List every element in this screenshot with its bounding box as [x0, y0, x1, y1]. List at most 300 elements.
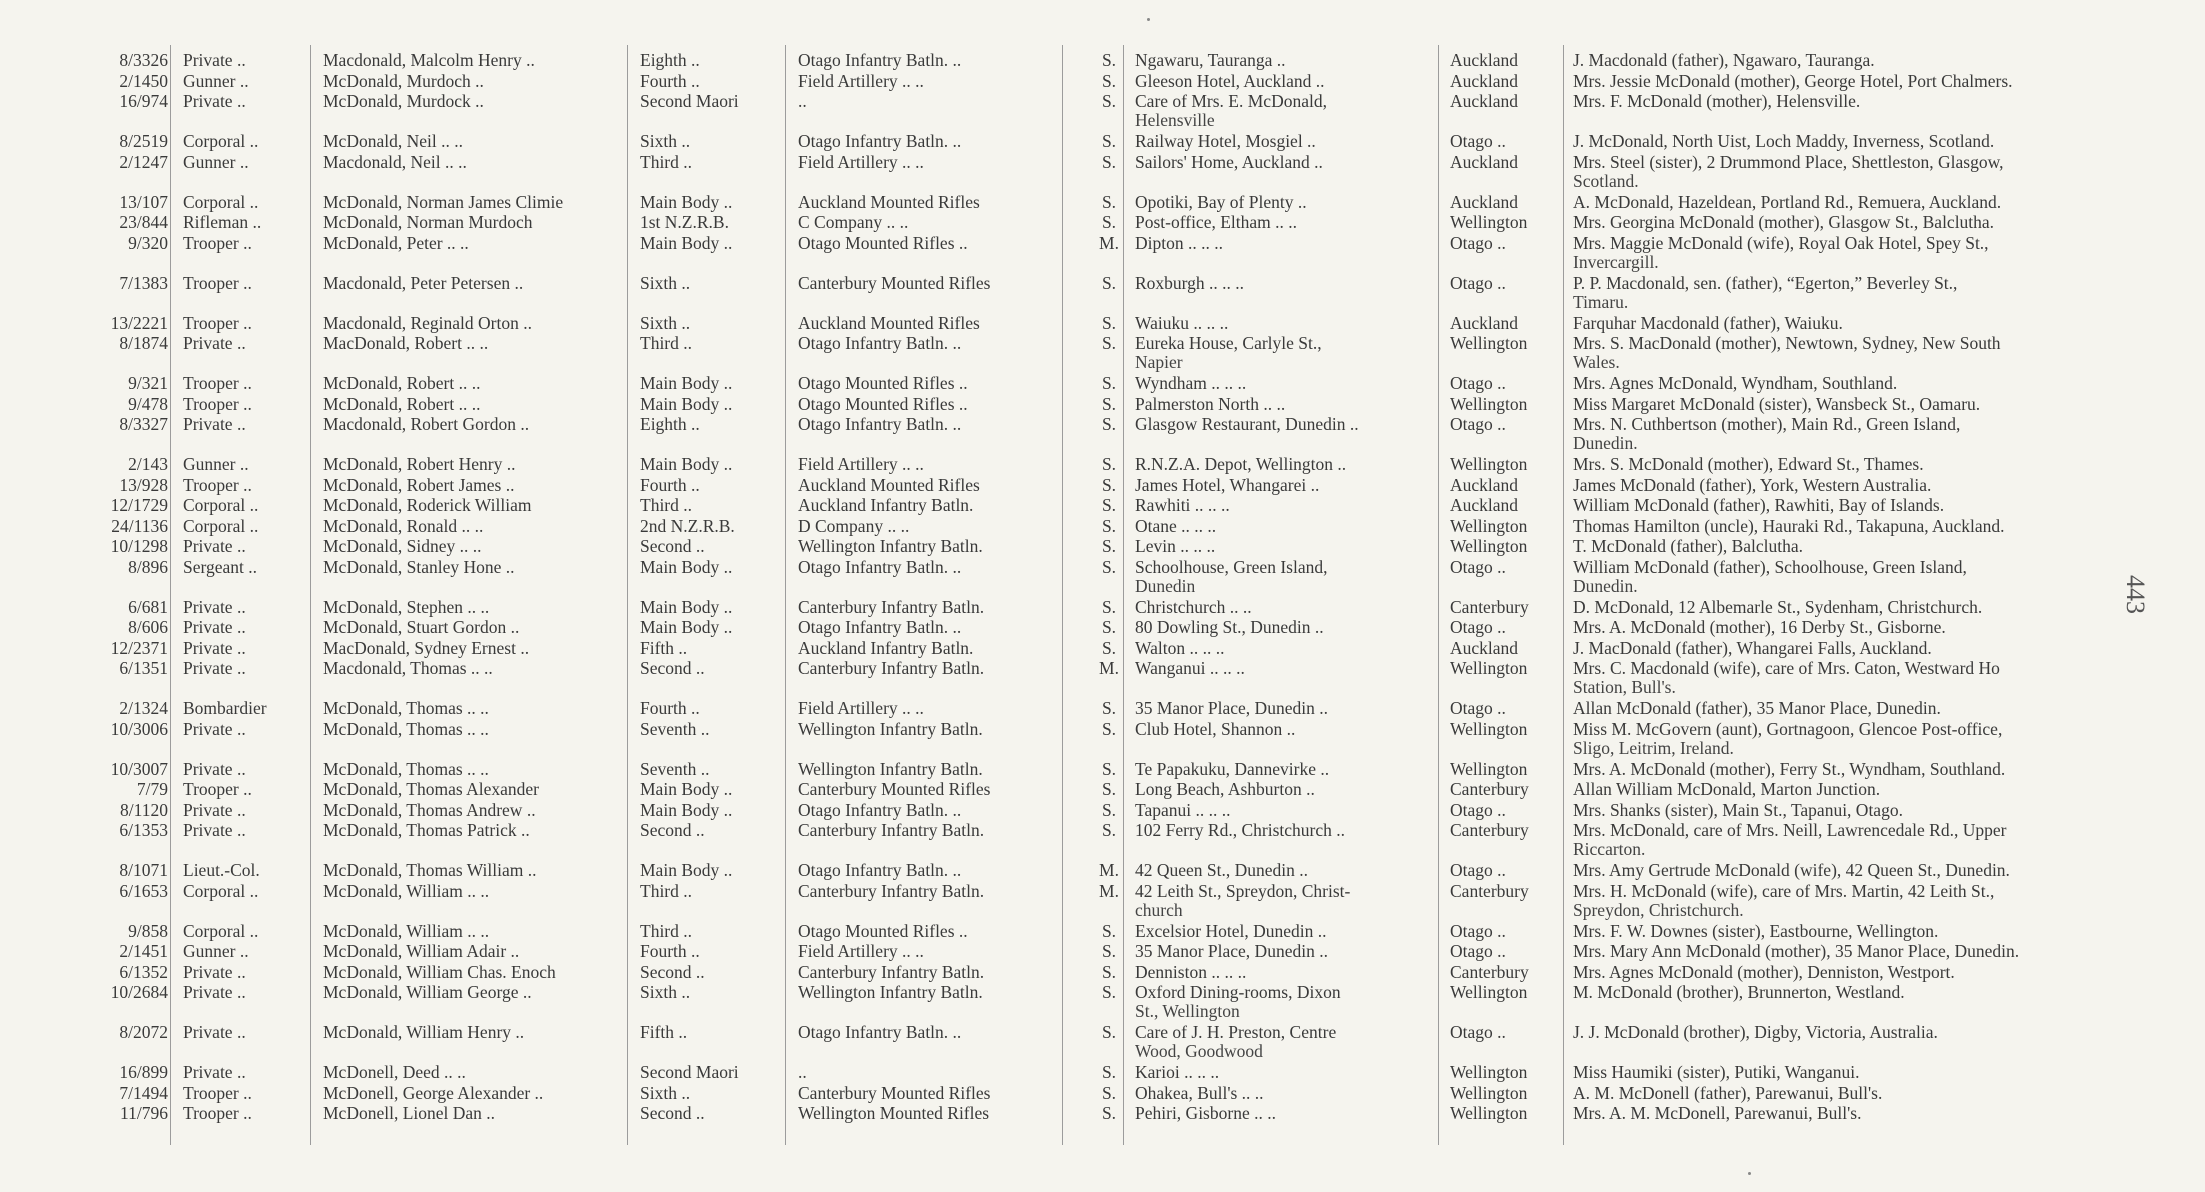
- cell-kin: Allan William McDonald, Marton Junction.: [1573, 779, 1881, 799]
- cell-kin: Timaru.: [1573, 291, 1629, 312]
- table-row: [40, 1022, 2150, 1042]
- cell-unit: Wellington Mounted Rifles: [798, 1103, 990, 1123]
- cell-kin: Mrs. S. McDonald (mother), Edward St., Thames.: [1573, 454, 1924, 474]
- cell-dist: Auckland: [1450, 495, 1519, 515]
- cell-rank: Sergeant ..: [183, 556, 258, 577]
- cell-addr: Dipton .. .. ..: [1135, 232, 1223, 253]
- cell-num: 16/974: [119, 91, 168, 111]
- cell-draft: Second ..: [640, 961, 705, 982]
- cell-name: McDonald, Stephen .. ..: [323, 596, 490, 617]
- cell-num: 9/320: [128, 232, 168, 253]
- cell-addr: Wyndham .. .. ..: [1135, 373, 1247, 393]
- cell-dist: Wellington: [1450, 515, 1528, 536]
- cell-rank: Private ..: [183, 799, 246, 820]
- cell-num: 6/1351: [119, 658, 168, 678]
- cell-rank: Trooper ..: [183, 474, 252, 495]
- cell-num: 10/2684: [110, 982, 168, 1002]
- cell-name: McDonald, William Chas. Enoch: [323, 961, 556, 982]
- cell-dist: Otago ..: [1450, 232, 1506, 253]
- cell-ms: S.: [1101, 596, 1117, 617]
- cell-num: 12/1729: [110, 495, 168, 515]
- cell-addr: 102 Ferry Rd., Christchurch ..: [1135, 820, 1345, 840]
- cell-rank: Trooper ..: [183, 312, 252, 333]
- cell-num: 12/2371: [110, 637, 168, 658]
- cell-addr: Ngawaru, Tauranga ..: [1135, 50, 1286, 70]
- cell-num: 13/107: [119, 191, 168, 212]
- cell-num: 8/896: [128, 556, 168, 577]
- cell-name: McDonald, Norman Murdoch: [323, 212, 533, 232]
- cell-num: 6/681: [128, 596, 168, 617]
- table-row: [40, 516, 2150, 536]
- cell-draft: Eighth ..: [640, 50, 700, 70]
- cell-draft: Third ..: [640, 151, 693, 172]
- cell-addr: 42 Leith St., Spreydon, Christ-: [1135, 880, 1351, 901]
- cell-ms: S.: [1101, 312, 1117, 333]
- cell-addr: Levin .. .. ..: [1135, 536, 1216, 556]
- cell-addr: Care of J. H. Preston, Centre: [1135, 1022, 1337, 1042]
- cell-draft: Eighth ..: [640, 414, 700, 434]
- entry-continuation-line: [40, 110, 2150, 130]
- cell-addr: Pehiri, Gisborne .. ..: [1135, 1103, 1276, 1123]
- table-row: [40, 273, 2150, 293]
- cell-rank: Private ..: [183, 596, 246, 617]
- cell-rank: Trooper ..: [183, 779, 252, 799]
- cell-ms: S.: [1101, 91, 1117, 111]
- cell-kin: Mrs. S. MacDonald (mother), Newtown, Sydney, New South: [1573, 333, 2001, 353]
- cell-rank: Rifleman ..: [183, 212, 262, 232]
- cell-draft: Second ..: [640, 820, 705, 840]
- cell-name: McDonald, William .. ..: [323, 880, 490, 901]
- cell-ms: S.: [1101, 373, 1117, 393]
- cell-name: McDonald, William Adair ..: [323, 941, 520, 961]
- cell-name: McDonald, Neil .. ..: [323, 131, 463, 151]
- cell-dist: Otago ..: [1450, 617, 1506, 637]
- cell-num: 8/1874: [119, 333, 168, 353]
- table-row: [40, 881, 2150, 901]
- cell-draft: Second Maori: [640, 91, 739, 111]
- cell-rank: Private ..: [183, 414, 246, 434]
- cell-addr: Palmerston North .. ..: [1135, 393, 1286, 414]
- cell-kin: J. J. McDonald (brother), Digby, Victoria, Australia.: [1573, 1022, 1938, 1042]
- cell-dist: Wellington: [1450, 718, 1528, 739]
- cell-draft: Fourth ..: [640, 941, 700, 961]
- cell-rank: Corporal ..: [183, 880, 259, 901]
- cell-ms: S.: [1101, 1022, 1117, 1042]
- cell-addr: Railway Hotel, Mosgiel ..: [1135, 131, 1316, 151]
- cell-draft: 2nd N.Z.R.B.: [640, 515, 735, 536]
- table-row: [40, 536, 2150, 556]
- cell-num: 8/2519: [119, 131, 168, 151]
- cell-unit: Wellington Infantry Batln.: [798, 718, 983, 739]
- cell-addr: Eureka House, Carlyle St.,: [1135, 333, 1322, 353]
- cell-dist: Wellington: [1450, 333, 1528, 353]
- cell-addr: Post-office, Eltham .. ..: [1135, 212, 1298, 232]
- cell-draft: Main Body ..: [640, 393, 733, 414]
- cell-dist: Canterbury: [1450, 779, 1529, 799]
- cell-rank: Trooper ..: [183, 232, 252, 253]
- cell-unit: Otago Infantry Batln. ..: [798, 617, 962, 637]
- cell-dist: Otago ..: [1450, 373, 1506, 393]
- cell-name: McDonell, George Alexander ..: [323, 1082, 544, 1103]
- cell-dist: Wellington: [1450, 1082, 1528, 1103]
- cell-kin: J. McDonald, North Uist, Loch Maddy, Inverness, Scotland.: [1573, 131, 1995, 151]
- cell-kin: Mrs. McDonald, care of Mrs. Neill, Lawrencedale Rd., Upper: [1573, 820, 2007, 840]
- table-row: [40, 658, 2150, 678]
- cell-rank: Private ..: [183, 91, 246, 111]
- cell-name: McDonald, Thomas .. ..: [323, 718, 489, 739]
- cell-addr: James Hotel, Whangarei ..: [1135, 474, 1320, 495]
- cell-kin: Mrs. Agnes McDonald, Wyndham, Southland.: [1573, 373, 1898, 393]
- cell-num: 6/1653: [119, 880, 168, 901]
- cell-unit: Otago Infantry Batln. ..: [798, 333, 962, 353]
- cell-name: McDonald, Thomas .. ..: [323, 698, 489, 718]
- cell-num: 8/2072: [119, 1022, 168, 1042]
- cell-name: McDonald, William Henry ..: [323, 1022, 525, 1042]
- cell-kin: Farquhar Macdonald (father), Waiuku.: [1573, 312, 1843, 333]
- cell-ms: S.: [1101, 718, 1117, 739]
- cell-unit: Auckland Mounted Rifles: [798, 474, 980, 495]
- cell-kin: Mrs. F. W. Downes (sister), Eastbourne, Wellington.: [1573, 920, 1939, 941]
- cell-num: 23/844: [119, 212, 168, 232]
- cell-ms: M.: [1099, 860, 1119, 880]
- entry-continuation-line: [40, 1001, 2150, 1021]
- cell-dist: Wellington: [1450, 454, 1528, 474]
- cell-unit: Field Artillery .. ..: [798, 151, 924, 172]
- cell-draft: Main Body ..: [640, 556, 733, 577]
- print-speck: [1748, 1172, 1751, 1175]
- cell-addr: Dunedin: [1135, 575, 1196, 596]
- table-row: [40, 71, 2150, 91]
- cell-draft: Seventh ..: [640, 758, 710, 779]
- cell-ms: S.: [1101, 982, 1117, 1002]
- cell-addr: Opotiki, Bay of Plenty ..: [1135, 191, 1307, 212]
- cell-kin: Mrs. Shanks (sister), Main St., Tapanui, Otago.: [1573, 799, 1903, 820]
- cell-name: McDonald, Murdock ..: [323, 91, 484, 111]
- cell-kin: Miss Margaret McDonald (sister), Wansbeck St., Oamaru.: [1573, 393, 1981, 414]
- cell-rank: Private ..: [183, 820, 246, 840]
- cell-draft: Third ..: [640, 920, 693, 941]
- cell-dist: Otago ..: [1450, 799, 1506, 820]
- cell-addr: Denniston .. .. ..: [1135, 961, 1247, 982]
- cell-rank: Private ..: [183, 961, 246, 982]
- table-row: [40, 860, 2150, 880]
- cell-kin: Miss M. McGovern (aunt), Gortnagoon, Glencoe Post-office,: [1573, 718, 2003, 739]
- cell-addr: Excelsior Hotel, Dunedin ..: [1135, 920, 1327, 941]
- cell-name: McDonald, Robert .. ..: [323, 373, 481, 393]
- table-row: [40, 800, 2150, 820]
- cell-rank: Gunner ..: [183, 941, 249, 961]
- cell-unit: Field Artillery .. ..: [798, 941, 924, 961]
- cell-draft: Second Maori: [640, 1062, 739, 1082]
- cell-kin: Mrs. Maggie McDonald (wife), Royal Oak Hotel, Spey St.,: [1573, 232, 1989, 253]
- entry-continuation-line: [40, 839, 2150, 859]
- cell-kin: Mrs. Jessie McDonald (mother), George Hotel, Port Chalmers.: [1573, 70, 2013, 91]
- cell-dist: Auckland: [1450, 191, 1519, 212]
- entry-continuation-line: [40, 433, 2150, 453]
- cell-rank: Corporal ..: [183, 131, 259, 151]
- cell-name: McDonald, Robert James ..: [323, 474, 515, 495]
- entry-continuation-line: [40, 677, 2150, 697]
- table-row: [40, 313, 2150, 333]
- cell-name: McDonald, Roderick William: [323, 495, 532, 515]
- entry-continuation-line: [40, 171, 2150, 191]
- cell-dist: Auckland: [1450, 474, 1519, 495]
- cell-name: McDonald, Thomas .. ..: [323, 758, 489, 779]
- cell-kin: Mrs. H. McDonald (wife), care of Mrs. Martin, 42 Leith St.,: [1573, 880, 1995, 901]
- cell-name: Macdonald, Neil .. ..: [323, 151, 467, 172]
- cell-kin: Mrs. A. M. McDonell, Parewanui, Bull's.: [1573, 1103, 1862, 1123]
- cell-num: 6/1352: [119, 961, 168, 982]
- cell-ms: S.: [1101, 474, 1117, 495]
- cell-ms: S.: [1101, 1062, 1117, 1082]
- cell-dist: Otago ..: [1450, 860, 1506, 880]
- cell-dist: Wellington: [1450, 658, 1528, 678]
- cell-name: McDonald, Stuart Gordon ..: [323, 617, 520, 637]
- cell-dist: Wellington: [1450, 1062, 1528, 1082]
- cell-unit: Field Artillery .. ..: [798, 70, 924, 91]
- cell-kin: Mrs. A. McDonald (mother), Ferry St., Wyndham, Southland.: [1573, 758, 2006, 779]
- cell-ms: S.: [1101, 515, 1117, 536]
- cell-unit: Otago Infantry Batln. ..: [798, 414, 962, 434]
- cell-rank: Private ..: [183, 617, 246, 637]
- entry-continuation-line: [40, 576, 2150, 596]
- cell-name: McDonald, Sidney .. ..: [323, 536, 482, 556]
- cell-kin: Wales.: [1573, 352, 1620, 372]
- cell-rank: Corporal ..: [183, 920, 259, 941]
- cell-dist: Wellington: [1450, 1103, 1528, 1123]
- cell-kin: Allan McDonald (father), 35 Manor Place, Dunedin.: [1573, 698, 1941, 718]
- cell-draft: Main Body ..: [640, 799, 733, 820]
- cell-kin: Spreydon, Christchurch.: [1573, 899, 1744, 920]
- cell-kin: Mrs. Mary Ann McDonald (mother), 35 Manor Place, Dunedin.: [1573, 941, 2020, 961]
- cell-name: McDonald, William George ..: [323, 982, 532, 1002]
- cell-ms: S.: [1101, 820, 1117, 840]
- cell-rank: Trooper ..: [183, 373, 252, 393]
- cell-dist: Canterbury: [1450, 820, 1529, 840]
- table-row: [40, 1062, 2150, 1082]
- cell-kin: Mrs. A. McDonald (mother), 16 Derby St., Gisborne.: [1573, 617, 1946, 637]
- cell-addr: Karioi .. .. ..: [1135, 1062, 1220, 1082]
- cell-addr: Gleeson Hotel, Auckland ..: [1135, 70, 1325, 91]
- cell-rank: Corporal ..: [183, 191, 259, 212]
- table-row: [40, 779, 2150, 799]
- cell-addr: R.N.Z.A. Depot, Wellington ..: [1135, 454, 1347, 474]
- cell-unit: Otago Mounted Rifles ..: [798, 920, 968, 941]
- cell-num: 11/796: [120, 1103, 168, 1123]
- cell-draft: Sixth ..: [640, 131, 691, 151]
- cell-dist: Canterbury: [1450, 961, 1529, 982]
- cell-addr: Napier: [1135, 352, 1183, 372]
- cell-draft: Fifth ..: [640, 1022, 688, 1042]
- cell-ms: M.: [1099, 658, 1119, 678]
- table-row: [40, 617, 2150, 637]
- cell-addr: Sailors' Home, Auckland ..: [1135, 151, 1323, 172]
- cell-kin: Mrs. Georgina McDonald (mother), Glasgow St., Balclutha.: [1573, 212, 1995, 232]
- entry-continuation-line: [40, 1041, 2150, 1061]
- cell-addr: Wanganui .. .. ..: [1135, 658, 1245, 678]
- cell-num: 8/3327: [119, 414, 168, 434]
- cell-draft: Sixth ..: [640, 272, 691, 293]
- cell-ms: S.: [1101, 191, 1117, 212]
- cell-unit: Canterbury Mounted Rifles: [798, 779, 991, 799]
- cell-draft: Third ..: [640, 333, 693, 353]
- cell-kin: Mrs. F. McDonald (mother), Helensville.: [1573, 91, 1861, 111]
- cell-dist: Auckland: [1450, 312, 1519, 333]
- cell-draft: Main Body ..: [640, 860, 733, 880]
- cell-kin: Dunedin.: [1573, 575, 1638, 596]
- cell-draft: Sixth ..: [640, 1082, 691, 1103]
- table-row: [40, 941, 2150, 961]
- cell-addr: Wood, Goodwood: [1135, 1041, 1263, 1061]
- cell-unit: Field Artillery .. ..: [798, 454, 924, 474]
- cell-dist: Auckland: [1450, 50, 1519, 70]
- cell-kin: James McDonald (father), York, Western Australia.: [1573, 474, 1932, 495]
- cell-kin: William McDonald (father), Schoolhouse, Green Island,: [1573, 556, 1967, 577]
- cell-rank: Trooper ..: [183, 393, 252, 414]
- cell-num: 2/143: [128, 454, 168, 474]
- cell-rank: Private ..: [183, 658, 246, 678]
- cell-rank: Corporal ..: [183, 495, 259, 515]
- cell-addr: St., Wellington: [1135, 1001, 1240, 1021]
- cell-kin: J. Macdonald (father), Ngawaro, Tauranga.: [1573, 50, 1875, 70]
- cell-draft: Fourth ..: [640, 698, 700, 718]
- cell-addr: Otane .. .. ..: [1135, 515, 1217, 536]
- cell-dist: Otago ..: [1450, 941, 1506, 961]
- cell-ms: S.: [1101, 941, 1117, 961]
- cell-dist: Auckland: [1450, 70, 1519, 91]
- cell-unit: Auckland Mounted Rifles: [798, 312, 980, 333]
- cell-num: 10/3007: [110, 758, 168, 779]
- table-row: [40, 962, 2150, 982]
- cell-num: 8/1120: [120, 799, 168, 820]
- cell-rank: Gunner ..: [183, 454, 249, 474]
- cell-draft: Second ..: [640, 658, 705, 678]
- cell-unit: Otago Mounted Rifles ..: [798, 373, 968, 393]
- cell-name: McDonald, Thomas Alexander: [323, 779, 539, 799]
- cell-kin: T. McDonald (father), Balclutha.: [1573, 536, 1804, 556]
- cell-ms: S.: [1101, 272, 1117, 293]
- cell-rank: Corporal ..: [183, 515, 259, 536]
- cell-kin: P. P. Macdonald, sen. (father), “Egerton,” Beverley St.,: [1573, 272, 1958, 293]
- cell-rank: Private ..: [183, 536, 246, 556]
- cell-kin: Dunedin.: [1573, 433, 1638, 453]
- cell-ms: S.: [1101, 333, 1117, 353]
- cell-name: Macdonald, Thomas .. ..: [323, 658, 493, 678]
- cell-ms: S.: [1101, 637, 1117, 658]
- page-number: 443: [2121, 575, 2150, 614]
- entry-continuation-line: [40, 738, 2150, 758]
- cell-name: McDonald, Thomas Andrew ..: [323, 799, 536, 820]
- cell-addr: church: [1135, 899, 1183, 920]
- table-row: [40, 91, 2150, 111]
- cell-num: 2/1451: [119, 941, 168, 961]
- cell-addr: Care of Mrs. E. McDonald,: [1135, 91, 1327, 111]
- cell-draft: Main Body ..: [640, 596, 733, 617]
- cell-dist: Auckland: [1450, 91, 1519, 111]
- cell-kin: Station, Bull's.: [1573, 677, 1676, 697]
- cell-name: McDonell, Lionel Dan ..: [323, 1103, 496, 1123]
- cell-ms: S.: [1101, 212, 1117, 232]
- cell-unit: Canterbury Infantry Batln.: [798, 961, 985, 982]
- cell-name: Macdonald, Robert Gordon ..: [323, 414, 530, 434]
- cell-draft: Sixth ..: [640, 982, 691, 1002]
- cell-kin: Invercargill.: [1573, 251, 1659, 272]
- entry-continuation-line: [40, 252, 2150, 272]
- cell-num: 7/1494: [119, 1082, 168, 1103]
- cell-num: 8/1071: [119, 860, 168, 880]
- cell-ms: S.: [1101, 454, 1117, 474]
- cell-unit: Otago Mounted Rifles ..: [798, 393, 968, 414]
- cell-rank: Lieut.-Col.: [183, 860, 260, 880]
- cell-unit: Canterbury Infantry Batln.: [798, 820, 985, 840]
- entry-continuation-line: [40, 900, 2150, 920]
- cell-addr: Waiuku .. .. ..: [1135, 312, 1229, 333]
- cell-addr: Ohakea, Bull's .. ..: [1135, 1082, 1264, 1103]
- cell-ms: S.: [1101, 779, 1117, 799]
- cell-addr: Roxburgh .. .. ..: [1135, 272, 1245, 293]
- cell-kin: Thomas Hamilton (uncle), Hauraki Rd., Takapuna, Auckland.: [1573, 515, 2005, 536]
- cell-addr: Christchurch .. ..: [1135, 596, 1252, 617]
- cell-dist: Otago ..: [1450, 920, 1506, 941]
- table-row: [40, 719, 2150, 739]
- cell-unit: Auckland Infantry Batln.: [798, 495, 974, 515]
- cell-unit: Canterbury Infantry Batln.: [798, 658, 985, 678]
- cell-unit: Wellington Infantry Batln.: [798, 758, 983, 779]
- cell-unit: Otago Infantry Batln. ..: [798, 556, 962, 577]
- cell-unit: Field Artillery .. ..: [798, 698, 924, 718]
- cell-draft: Main Body ..: [640, 617, 733, 637]
- cell-name: MacDonald, Robert .. ..: [323, 333, 489, 353]
- cell-addr: Walton .. .. ..: [1135, 637, 1225, 658]
- cell-unit: Wellington Infantry Batln.: [798, 982, 983, 1002]
- table-row: [40, 475, 2150, 495]
- table-row: [40, 759, 2150, 779]
- cell-rank: Private ..: [183, 1022, 246, 1042]
- cell-draft: Main Body ..: [640, 191, 733, 212]
- table-row: [40, 131, 2150, 151]
- cell-unit: Otago Infantry Batln. ..: [798, 799, 962, 820]
- cell-name: McDonald, William .. ..: [323, 920, 490, 941]
- cell-ms: S.: [1101, 961, 1117, 982]
- cell-draft: Fourth ..: [640, 70, 700, 91]
- cell-draft: Second ..: [640, 536, 705, 556]
- cell-unit: Canterbury Mounted Rifles: [798, 1082, 991, 1103]
- cell-rank: Private ..: [183, 637, 246, 658]
- cell-unit: Wellington Infantry Batln.: [798, 536, 983, 556]
- cell-dist: Canterbury: [1450, 596, 1529, 617]
- cell-ms: S.: [1101, 70, 1117, 91]
- cell-num: 2/1247: [119, 151, 168, 172]
- cell-kin: William McDonald (father), Rawhiti, Bay of Islands.: [1573, 495, 1945, 515]
- cell-draft: Fifth ..: [640, 637, 688, 658]
- table-row: [40, 50, 2150, 70]
- cell-ms: S.: [1101, 536, 1117, 556]
- cell-name: MacDonald, Sydney Ernest ..: [323, 637, 530, 658]
- cell-unit: Canterbury Infantry Batln.: [798, 596, 985, 617]
- cell-draft: Main Body ..: [640, 454, 733, 474]
- cell-rank: Private ..: [183, 1062, 246, 1082]
- cell-kin: A. McDonald, Hazeldean, Portland Rd., Remuera, Auckland.: [1573, 191, 2002, 212]
- cell-dist: Otago ..: [1450, 698, 1506, 718]
- cell-num: 9/858: [128, 920, 168, 941]
- cell-name: Macdonald, Malcolm Henry ..: [323, 50, 535, 70]
- cell-name: McDonald, Thomas William ..: [323, 860, 537, 880]
- cell-unit: Otago Infantry Batln. ..: [798, 860, 962, 880]
- print-speck: [1147, 18, 1150, 21]
- table-row: [40, 373, 2150, 393]
- cell-ms: S.: [1101, 799, 1117, 820]
- cell-kin: Mrs. Amy Gertrude McDonald (wife), 42 Queen St., Dunedin.: [1573, 860, 2010, 880]
